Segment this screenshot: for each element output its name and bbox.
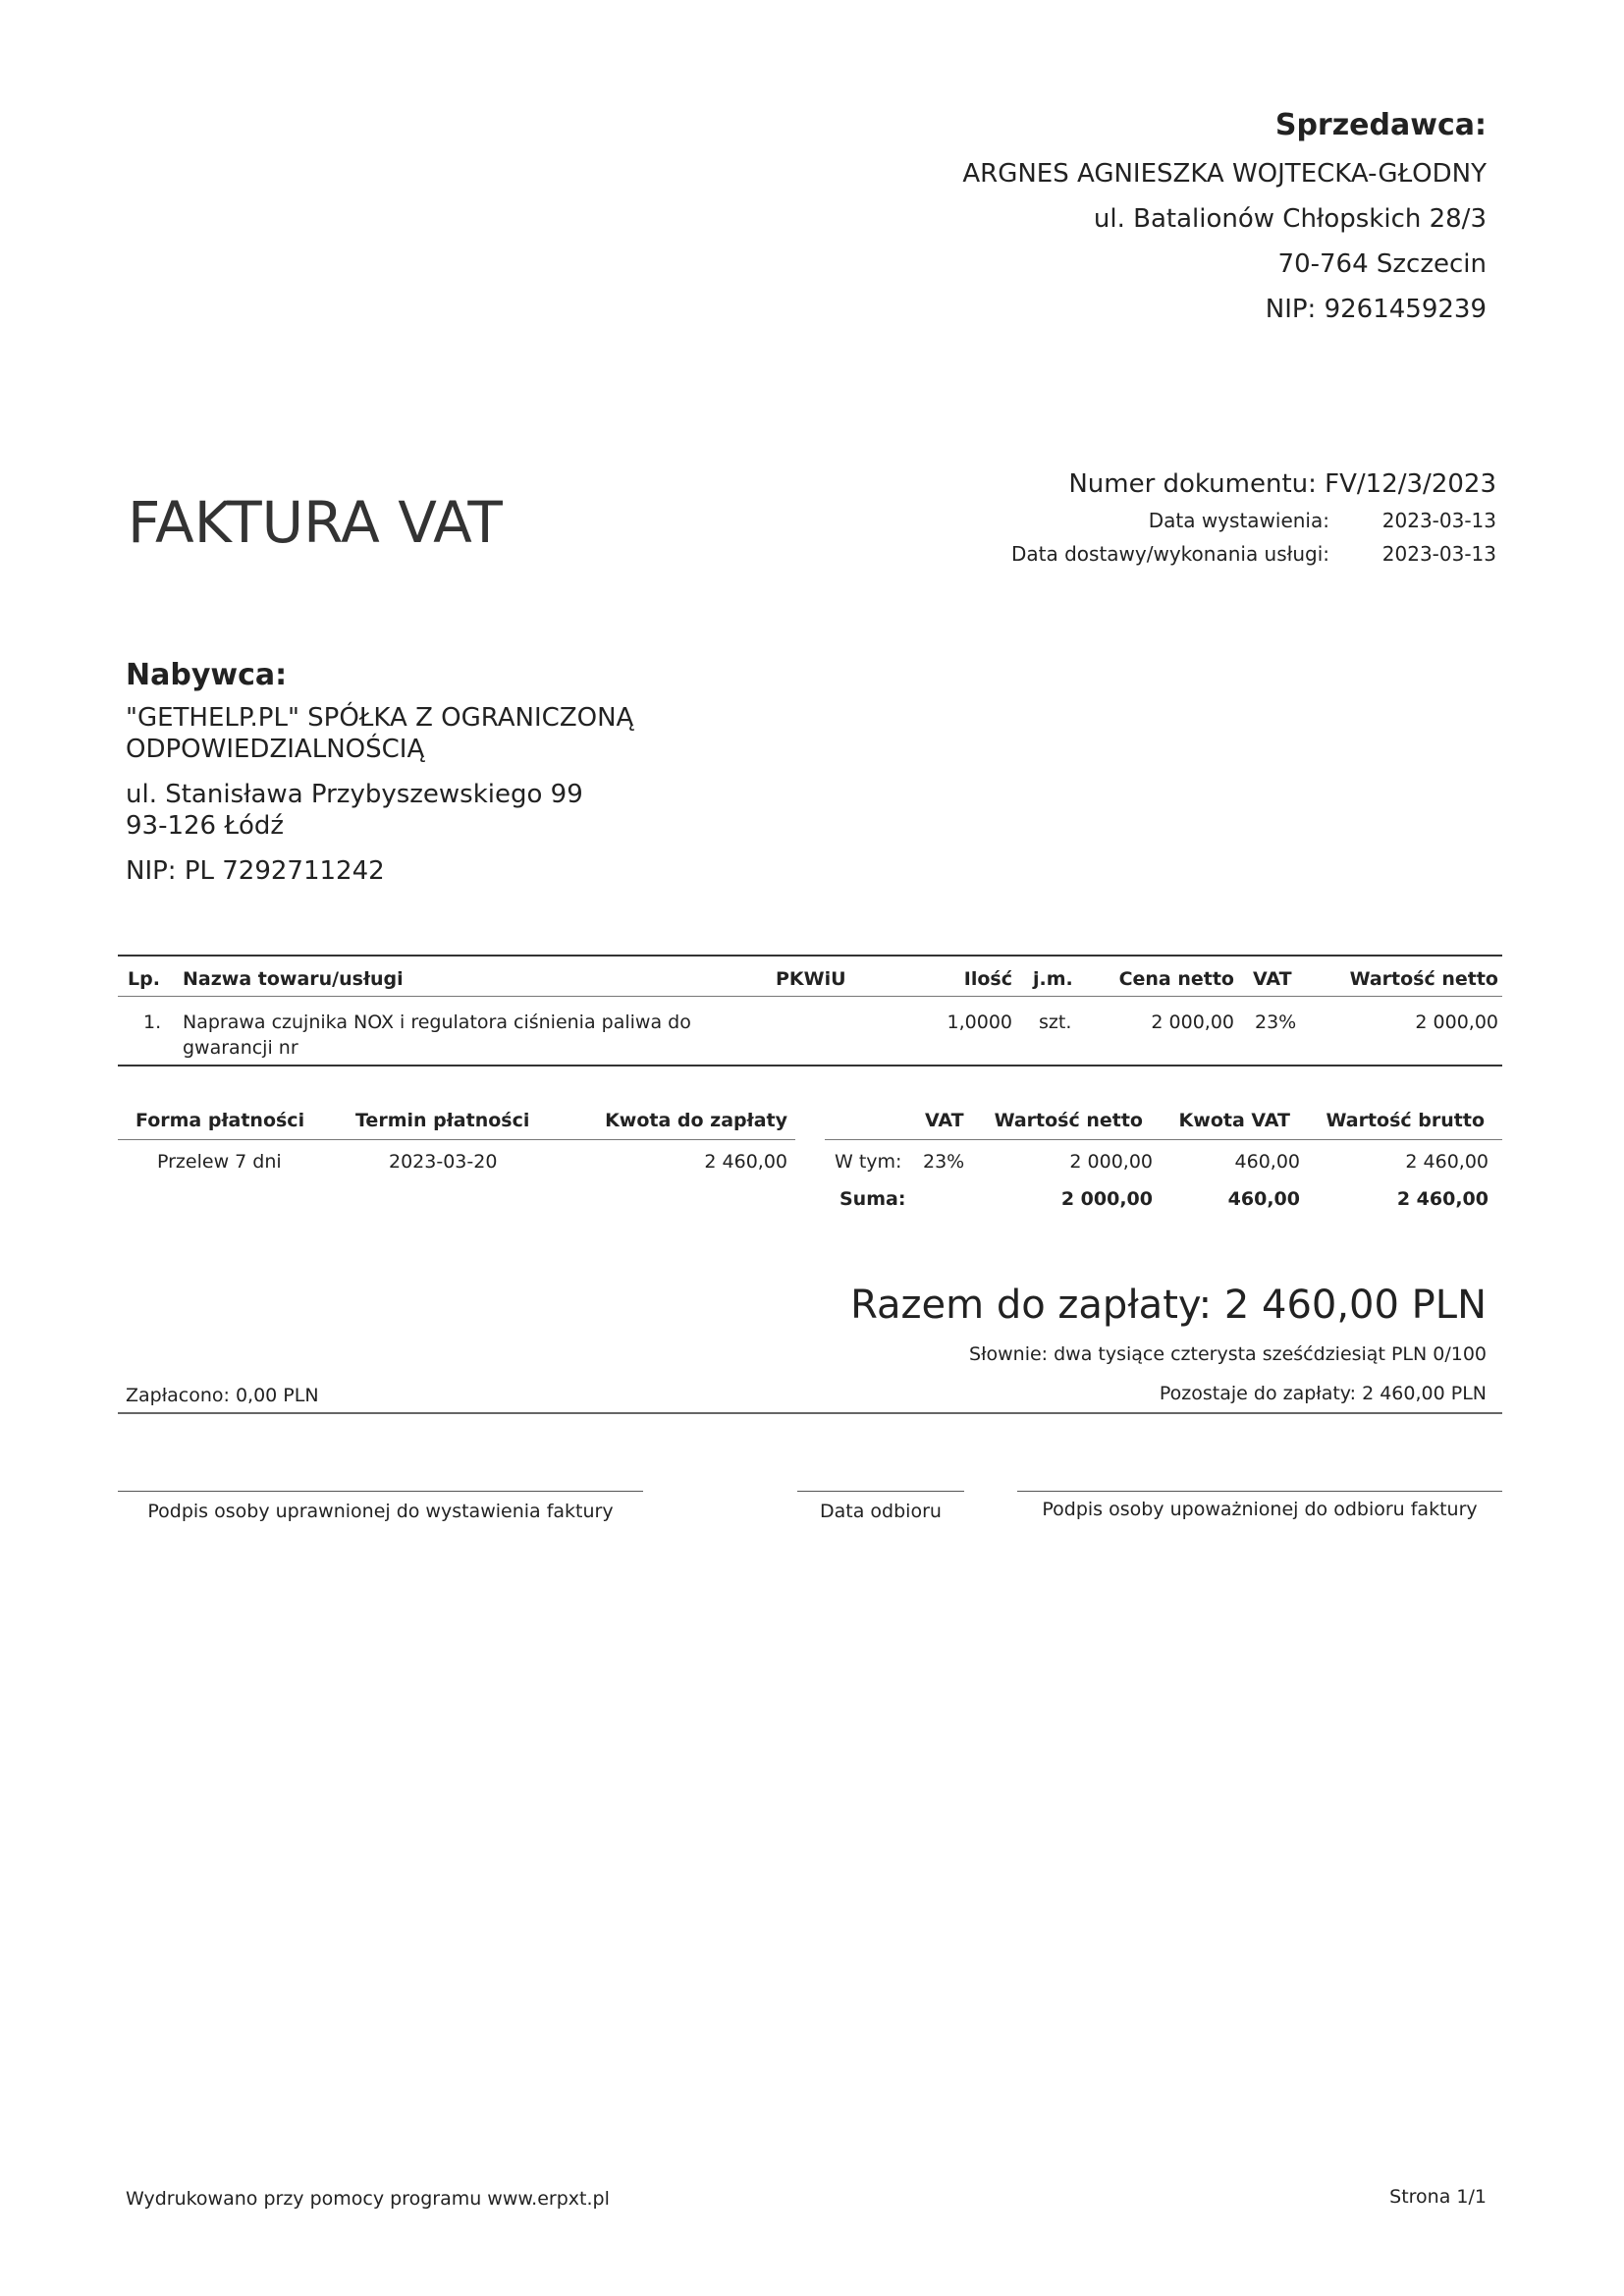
seller-name: ARGNES AGNIESZKA WOJTECKA-GŁODNY xyxy=(962,159,1487,189)
seller-street: ul. Batalionów Chłopskich 28/3 xyxy=(1093,204,1487,234)
vat-header-gross: Wartość brutto xyxy=(1326,1110,1485,1131)
col-header-lp: Lp. xyxy=(128,968,160,990)
footer-printed-by: Wydrukowano przy pomocy programu www.erpxt.pl xyxy=(126,2188,610,2210)
buyer-city: 93-126 Łódź xyxy=(126,811,285,841)
row-lp: 1. xyxy=(143,1011,162,1033)
payment-amount: 2 460,00 xyxy=(704,1151,787,1173)
vat-sum-gross: 2 460,00 xyxy=(1396,1188,1489,1210)
row-name-line1: Naprawa czujnika NOX i regulatora ciśnienia paliwa do xyxy=(183,1011,691,1033)
payment-form: Przelew 7 dni xyxy=(157,1151,282,1173)
delivery-date-value: 2023-03-13 xyxy=(1381,542,1496,566)
issuer-signature-label: Podpis osoby uprawnionej do wystawienia faktury xyxy=(147,1501,614,1522)
items-table-bottom-rule xyxy=(118,1065,1502,1066)
document-number xyxy=(1068,469,1496,499)
issue-date-value: 2023-03-13 xyxy=(1381,509,1496,532)
footer-page-number: Strona 1/1 xyxy=(1389,2186,1487,2208)
issue-date-label: Data wystawienia: xyxy=(1148,509,1329,532)
payment-header-form: Forma płatności xyxy=(135,1110,305,1131)
seller-nip: NIP: 9261459239 xyxy=(1265,295,1487,324)
buyer-name-line2: ODPOWIEDZIALNOŚCIĄ xyxy=(126,735,425,764)
document-title: FAKTURA VAT xyxy=(128,489,503,556)
row-price: 2 000,00 xyxy=(1151,1011,1234,1033)
buyer-street: ul. Stanisława Przybyszewskiego 99 xyxy=(126,780,583,809)
row-qty: 1,0000 xyxy=(947,1011,1012,1033)
total-in-words: Słownie: dwa tysiące czterysta sześćdziesiąt PLN 0/100 xyxy=(969,1343,1487,1365)
buyer-name-line1: "GETHELP.PL" SPÓŁKA Z OGRANICZONĄ xyxy=(126,703,634,733)
receipt-date-line xyxy=(797,1491,964,1492)
seller-city: 70-764 Szczecin xyxy=(1277,249,1487,279)
buyer-nip: NIP: PL 7292711242 xyxy=(126,856,385,886)
col-header-pkwiu: PKWiU xyxy=(776,968,846,990)
vat-sum-vat-amount: 460,00 xyxy=(1227,1188,1300,1210)
col-header-price: Cena netto xyxy=(1118,968,1234,990)
document-number-value: FV/12/3/2023 xyxy=(1325,469,1496,499)
receiver-signature-line xyxy=(1017,1491,1502,1492)
seller-heading: Sprzedawca: xyxy=(1274,108,1487,142)
col-header-qty: Ilość xyxy=(963,968,1012,990)
vat-header-rule xyxy=(825,1139,1502,1140)
document-number-label: Numer dokumentu: xyxy=(1068,469,1317,499)
row-name-line2: gwarancji nr xyxy=(183,1037,298,1059)
totals-rule xyxy=(118,1412,1502,1414)
items-table-top-rule xyxy=(118,955,1502,957)
vat-row-gross: 2 460,00 xyxy=(1405,1151,1489,1173)
payment-header-rule xyxy=(118,1139,795,1140)
total-due: Razem do zapłaty: 2 460,00 PLN xyxy=(850,1283,1487,1328)
payment-header-term: Termin płatności xyxy=(355,1110,530,1131)
vat-sum-net: 2 000,00 xyxy=(1060,1188,1153,1210)
vat-row-label: W tym: xyxy=(835,1151,902,1173)
delivery-date-label: Data dostawy/wykonania usługi: xyxy=(1010,542,1329,566)
col-header-vat: VAT xyxy=(1253,968,1292,990)
vat-header-vat-amount: Kwota VAT xyxy=(1178,1110,1290,1131)
buyer-heading: Nabywca: xyxy=(126,658,288,692)
vat-sum-label: Suma: xyxy=(839,1188,906,1210)
receiver-signature-label: Podpis osoby upoważnionej do odbioru faktury xyxy=(1042,1499,1478,1520)
row-unit: szt. xyxy=(1039,1011,1072,1033)
col-header-name: Nazwa towaru/usługi xyxy=(183,968,404,990)
issuer-signature-line xyxy=(118,1491,643,1492)
row-vat: 23% xyxy=(1255,1011,1297,1033)
row-net: 2 000,00 xyxy=(1415,1011,1498,1033)
vat-row-net: 2 000,00 xyxy=(1069,1151,1153,1173)
vat-row-rate: 23% xyxy=(923,1151,965,1173)
col-header-net: Wartość netto xyxy=(1349,968,1498,990)
paid-amount: Zapłacono: 0,00 PLN xyxy=(126,1385,319,1406)
receipt-date-label: Data odbioru xyxy=(820,1501,942,1522)
col-header-unit: j.m. xyxy=(1033,968,1073,990)
payment-term: 2023-03-20 xyxy=(389,1151,498,1173)
items-table-header-rule xyxy=(118,996,1502,997)
vat-row-vat-amount: 460,00 xyxy=(1234,1151,1300,1173)
payment-header-amount: Kwota do zapłaty xyxy=(605,1110,787,1131)
remaining-amount: Pozostaje do zapłaty: 2 460,00 PLN xyxy=(1159,1383,1487,1404)
vat-header-net: Wartość netto xyxy=(994,1110,1143,1131)
vat-header-vat: VAT xyxy=(925,1110,964,1131)
